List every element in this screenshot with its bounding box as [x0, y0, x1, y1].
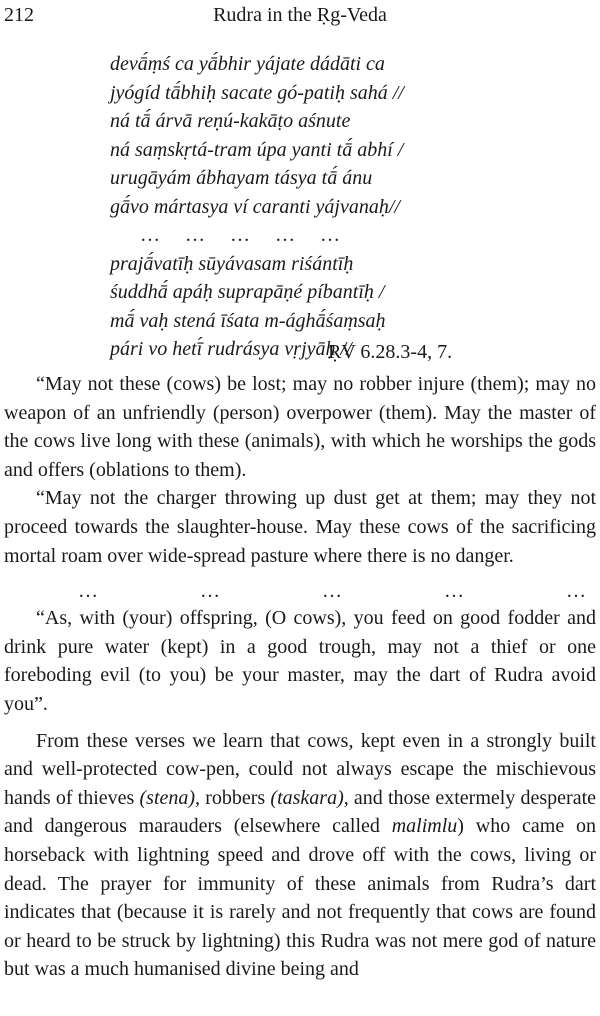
verse-line: ná saṃskṛtá-tram úpa yanti tā́ abhí / — [110, 138, 404, 161]
verse-line: ná tā́ árvā reṇú-kakāṭo aśnute — [110, 110, 351, 132]
ellipsis: … — [444, 580, 465, 603]
running-title: Rudra in the Ṛg-Veda — [213, 4, 387, 26]
verse-line: pári vo hetī́ rudrásya vṛjyāḥ // — [110, 338, 352, 360]
text-run: From these verses we learn that cows, kept even in a strongly built and well-protected cow-pen, could not always escape the mischievous hands of thieves — [4, 729, 596, 809]
translation-paragraph-2: “May not the charger throwing up dust get at them; may they not proceed towards the slaughter-house. May these cows of the sacrificing mortal roam over wide-spread pasture where there is no danger. — [4, 487, 596, 567]
verse-reference: ṚV 6.28.3-4, 7. — [328, 341, 453, 363]
verse-ellipsis: … … … … … — [140, 224, 341, 246]
ellipsis: … — [200, 580, 221, 603]
verse-line: mā́ vaḥ stená īśata m-ághā́śaṃsaḥ — [110, 309, 386, 332]
verse-line: urugāyám ábhayam tásya tā́ ánu — [110, 167, 373, 189]
ellipsis: … — [78, 580, 99, 603]
verse-line: śuddhā́ apáḥ suprapāṇé píbantīḥ / — [110, 281, 385, 303]
translation-paragraph-1: “May not these (cows) be lost; may no robber injure (them); may no weapon of an unfriendly (person) overpower (them). May the master of the cows live long with these (animals), with which he worships the gods and offers (oblations to them). — [4, 373, 596, 481]
text-run: robbers — [200, 786, 271, 809]
verse-line: prajā́vatīḥ sūyávasam riśántīḥ — [110, 252, 354, 275]
ellipsis-row — [4, 578, 596, 604]
verse-line: gā́vo mártasya ví caranti yájvanaḥ// — [110, 195, 400, 218]
text-run: and those extermely desperate and dangerous marauders (elsewhere called — [4, 786, 597, 838]
text-run: ) who came on horseback with lightning speed and drove off with the cows, living or dead. The prayer for immunity of these animals from Rudra’s dart indicates that (because it is rarely and not frequently that cows are found or heard to be struck by lightning) this Rudra was not mere god of nature but was a much humanised divine being and — [4, 815, 596, 981]
verse-line: devā́ṃś ca yā́bhir yájate dádāti ca — [110, 53, 385, 75]
ellipsis: … — [322, 580, 343, 603]
commentary-paragraph — [4, 727, 596, 984]
page-number: 212 — [4, 4, 34, 26]
term-stena: (stena), — [139, 786, 201, 809]
page-header — [0, 2, 600, 32]
sanskrit-verse-block — [110, 50, 550, 364]
term-taskara: (taskara), — [270, 786, 349, 809]
ellipsis: … — [566, 580, 587, 603]
prose-body — [4, 370, 596, 984]
translation-paragraph-3: “As, with (your) offspring, (O cows), you feed on good fodder and drink pure water (kept) in a good trough, may not a thief or one foreboding evil (to you) be your master, may the dart of Rudra avoid you”. — [4, 607, 596, 715]
verse-line: jyógíd tā́bhiḥ sacate gó-patiḥ sahá // — [110, 81, 404, 104]
term-malimlu: malimlu — [391, 815, 458, 838]
